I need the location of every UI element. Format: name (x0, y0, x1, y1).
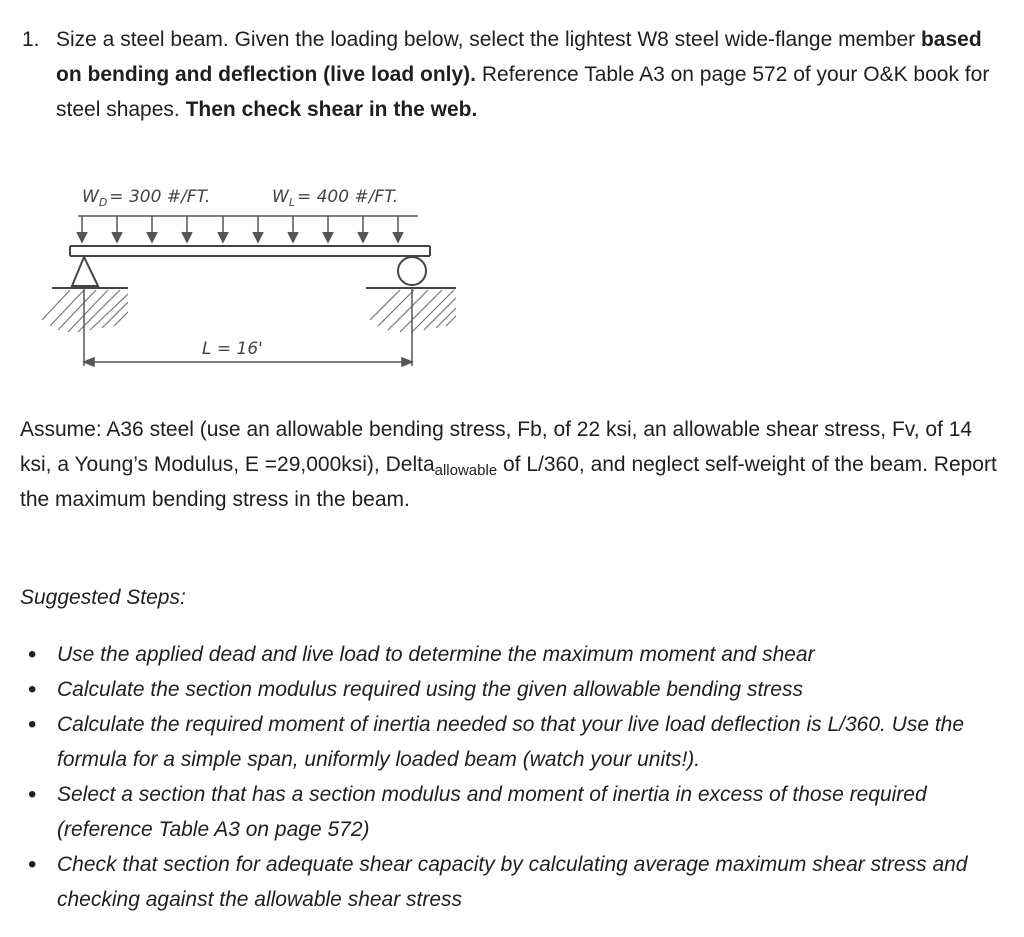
beam-diagram (20, 170, 480, 380)
assume-text-1: Assume: A36 steel (use an allowable bending stress, Fb, of 22 ksi, an allowable shear stress, Fv, of 14 ksi, a Young’s Modulus, E =29,000ksi), Delta (20, 418, 973, 476)
beam (70, 246, 430, 256)
list-item: • Select a section that has a section modulus and moment of inertia in excess of those required (reference Table A3 on page 572) (22, 777, 1007, 847)
list-item: • Check that section for adequate shear capacity by calculating average maximum shear stress and checking against the allowable shear stress (22, 847, 1007, 917)
list-item: • Calculate the section modulus required using the given allowable bending stress (22, 672, 1007, 707)
roller-support (366, 257, 456, 288)
problem-number: 1. (22, 28, 40, 51)
list-item: • Use the applied dead and live load to determine the maximum moment and shear (22, 637, 1007, 672)
ground-hatch-right (370, 290, 456, 332)
list-item: • Calculate the required moment of inertia needed so that your live load deflection is L/360. Use the formula for a simple span, uniformly loaded beam (watch your units!). (22, 707, 1007, 777)
pin-support (52, 257, 128, 288)
assumptions (20, 412, 1000, 517)
problem-body (56, 22, 1012, 127)
ground-hatch-left (42, 290, 128, 332)
live-load-label: $W_L = 400$ #/FT. (272, 187, 398, 209)
problem-bold-2: Then check shear in the web. (185, 98, 478, 121)
problem-text-1: Size a steel beam. Given the loading below, select the lightest W8 steel wide-flange member (56, 28, 916, 51)
dead-load-label: $W_D = 300$ #/FT. (82, 187, 211, 209)
steps-list (22, 637, 1007, 917)
span-label: L = 16' (202, 339, 263, 359)
problem-bold-1: based on bending and deflection (live load only). (56, 28, 982, 86)
assume-text-2: of L/360, and neglect self-weight of the beam. Report the maximum bending stress in the beam. (20, 453, 997, 511)
problem-text-2: Reference Table A3 on page 572 of your O&K book for steel shapes. (56, 63, 990, 121)
delta-subscript: allowable (434, 462, 498, 479)
problem-statement (22, 22, 1012, 127)
load-arrows (77, 216, 403, 242)
steps-title: Suggested Steps: (20, 586, 186, 609)
